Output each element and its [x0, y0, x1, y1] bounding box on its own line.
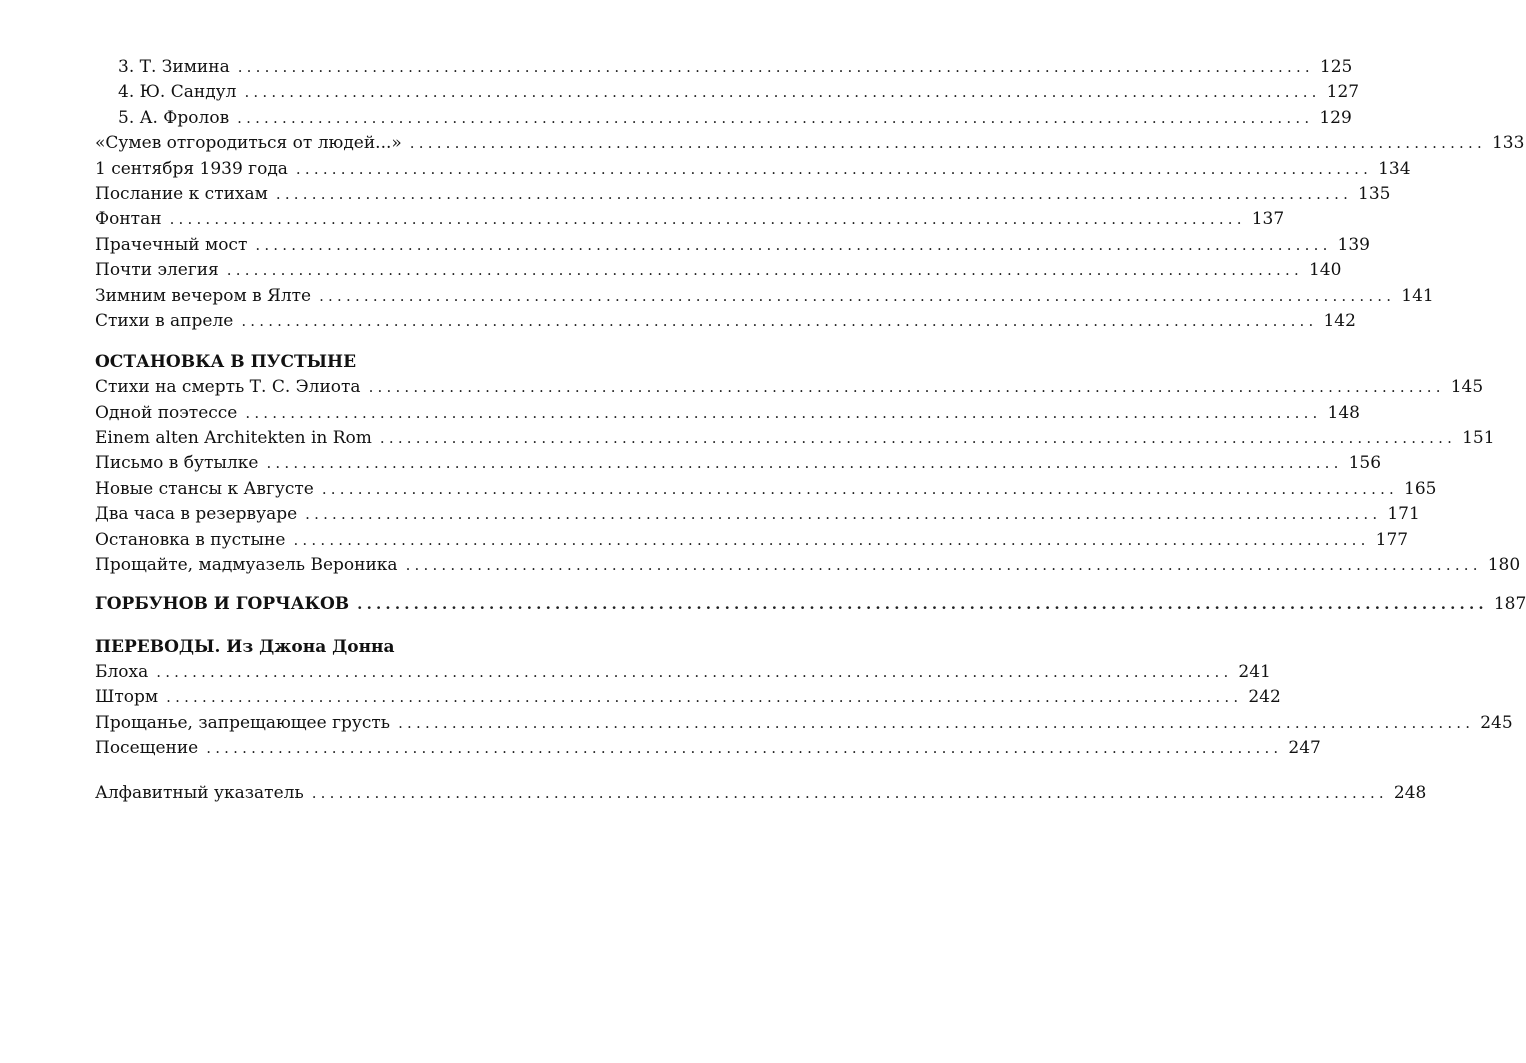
toc-entry-title: Стихи на смерть Т. С. Элиота	[95, 377, 361, 398]
toc-entry-title: 1 сентября 1939 года	[95, 158, 288, 179]
toc-entry[interactable]	[95, 182, 1391, 207]
toc-entry-page: 248	[1393, 783, 1427, 804]
toc-entry[interactable]	[95, 157, 1411, 182]
leader-dots: ........................................................................................................................	[275, 184, 1353, 203]
leader-dots: ........................................................................................................................	[321, 479, 1399, 498]
toc-group-perevody	[95, 660, 1513, 762]
toc-entry-title: Прощайте, мадмуазель Вероника	[95, 555, 398, 576]
toc-entry-page: 171	[1387, 504, 1420, 525]
toc-entry[interactable]	[95, 80, 1360, 105]
toc-entry[interactable]	[95, 258, 1342, 283]
toc-entry-title: Прачечный мост	[95, 234, 248, 255]
toc-entry-page: 129	[1319, 107, 1352, 128]
leader-dots: ........................................................................................................................	[409, 134, 1486, 153]
toc-entry[interactable]	[95, 309, 1356, 334]
toc-entry-page: 135	[1358, 183, 1391, 204]
toc-entry[interactable]	[95, 685, 1281, 710]
spacer	[95, 618, 597, 634]
toc-entry-page: 133	[1491, 133, 1525, 154]
leader-dots: ........................................................................................................................	[357, 595, 1488, 614]
section-heading-ostanovka: ОСТАНОВКА В ПУСТЫНЕ	[95, 352, 357, 373]
leader-dots: ........................................................................................................................	[311, 784, 1388, 803]
leader-dots: ........................................................................................................................	[266, 454, 1343, 473]
toc-entry[interactable]	[95, 711, 1513, 736]
toc-entry-title: «Сумев отгородиться от людей...»	[95, 133, 402, 154]
toc-entry-page: 134	[1378, 158, 1411, 179]
toc-entry-title: Зимним вечером в Ялте	[95, 285, 312, 306]
toc-entry[interactable]	[95, 284, 1434, 309]
toc-entry-title: Посещение	[95, 737, 199, 758]
toc-entry[interactable]	[95, 207, 1285, 232]
toc-group-early-poems	[95, 55, 1525, 334]
toc-entry-title: Стихи в апреле	[95, 310, 234, 331]
toc-entry[interactable]	[95, 528, 1409, 553]
toc-entry[interactable]	[95, 233, 1370, 258]
toc-group-ostanovka	[95, 375, 1521, 578]
toc-entry-title: Послание к стихам	[95, 183, 268, 204]
toc-entry-title: Два часа в резервуаре	[95, 504, 298, 525]
toc-entry-title: Фонтан	[95, 209, 162, 230]
toc-entry-page: 127	[1326, 82, 1360, 103]
toc-entry-page: 245	[1480, 712, 1513, 733]
leader-dots: ........................................................................................................................	[295, 159, 1373, 178]
toc-entry-title: Алфавитный указатель	[95, 783, 304, 804]
leader-dots: ........................................................................................................................	[206, 738, 1283, 757]
leader-dots: ........................................................................................................................	[237, 108, 1314, 127]
toc-entry-title: 3. Т. Зимина	[118, 57, 230, 77]
toc-entry-title: Новые стансы к Августе	[95, 478, 314, 499]
toc-entry[interactable]	[95, 502, 1420, 527]
toc-entry-page: 139	[1337, 234, 1370, 255]
toc-entry-title: 4. Ю. Сандул	[118, 82, 237, 103]
toc-entry-page: 187	[1493, 594, 1526, 615]
leader-dots: ........................................................................................................................	[305, 505, 1382, 524]
toc-entry-page: 151	[1462, 428, 1495, 449]
spacer	[95, 334, 597, 349]
toc-entry[interactable]	[95, 131, 1525, 156]
toc-entry-index[interactable]	[95, 781, 1427, 806]
toc-entry-title: Почти элегия	[95, 260, 219, 281]
spacer	[95, 578, 597, 592]
leader-dots: ........................................................................................................................	[237, 58, 1314, 76]
leader-dots: ........................................................................................................................	[398, 713, 1475, 732]
toc-entry-page: 156	[1348, 453, 1382, 474]
section-heading-perevody: ПЕРЕВОДЫ. Из Джона Донна	[95, 636, 395, 657]
toc-entry[interactable]	[95, 451, 1382, 476]
toc-entry-title: ГОРБУНОВ И ГОРЧАКОВ	[95, 594, 350, 615]
toc-entry[interactable]	[95, 55, 1353, 80]
toc-entry-title: Прощанье, запрещающее грусть	[95, 712, 391, 733]
leader-dots: ........................................................................................................................	[245, 403, 1322, 422]
toc-entry-page: 142	[1323, 310, 1356, 331]
toc-entry-page: 177	[1375, 529, 1409, 550]
leader-dots: ........................................................................................................................	[241, 311, 1318, 330]
toc-entry-title: Шторм	[95, 687, 159, 708]
toc-entry-page: 145	[1450, 377, 1484, 398]
toc-entry-page: 241	[1238, 661, 1271, 682]
toc-entry-page: 165	[1404, 478, 1437, 499]
toc-entry-page: 137	[1251, 209, 1285, 230]
toc-entry[interactable]	[95, 553, 1521, 578]
toc-entry-page: 242	[1248, 687, 1281, 708]
leader-dots: ........................................................................................................................	[368, 378, 1445, 397]
toc-entry[interactable]	[95, 375, 1484, 400]
toc-entry[interactable]	[95, 660, 1271, 685]
toc-entry-title: Письмо в бутылке	[95, 453, 259, 474]
toc-entry-page: 247	[1288, 737, 1321, 758]
toc-entry-page: 140	[1308, 260, 1342, 281]
toc-entry-page: 141	[1401, 285, 1434, 306]
toc-entry[interactable]	[95, 106, 1352, 131]
leader-dots: ........................................................................................................................	[156, 662, 1233, 681]
leader-dots: ........................................................................................................................	[319, 286, 1396, 305]
toc-entry-gorbunov[interactable]	[95, 592, 1526, 617]
toc-entry-title: Одной поэтессе	[95, 402, 238, 423]
leader-dots: ........................................................................................................................	[169, 210, 1246, 229]
leader-dots: ........................................................................................................................	[379, 429, 1457, 448]
toc-entry-page: 180	[1487, 555, 1521, 576]
leader-dots: ........................................................................................................................	[293, 530, 1370, 549]
toc-entry-title: Остановка в пустыне	[95, 529, 286, 550]
toc-entry[interactable]	[95, 401, 1360, 426]
toc-entry[interactable]	[95, 426, 1495, 451]
leader-dots: ........................................................................................................................	[405, 556, 1482, 575]
toc-entry-page: 125	[1319, 57, 1353, 77]
table-of-contents	[95, 55, 1526, 807]
toc-entry-title: Einem alten Architekten in Rom	[95, 428, 372, 449]
toc-entry[interactable]	[95, 477, 1437, 502]
toc-entry-title: 5. А. Фролов	[118, 107, 230, 128]
leader-dots: ........................................................................................................................	[255, 235, 1332, 254]
toc-entry-page: 148	[1327, 402, 1360, 423]
toc-entry-title: Блоха	[95, 661, 149, 682]
toc-entry[interactable]	[95, 736, 1321, 761]
leader-dots: ........................................................................................................................	[226, 261, 1303, 280]
leader-dots: ........................................................................................................................	[166, 688, 1243, 707]
leader-dots: ........................................................................................................................	[244, 83, 1321, 102]
spacer	[95, 761, 597, 781]
